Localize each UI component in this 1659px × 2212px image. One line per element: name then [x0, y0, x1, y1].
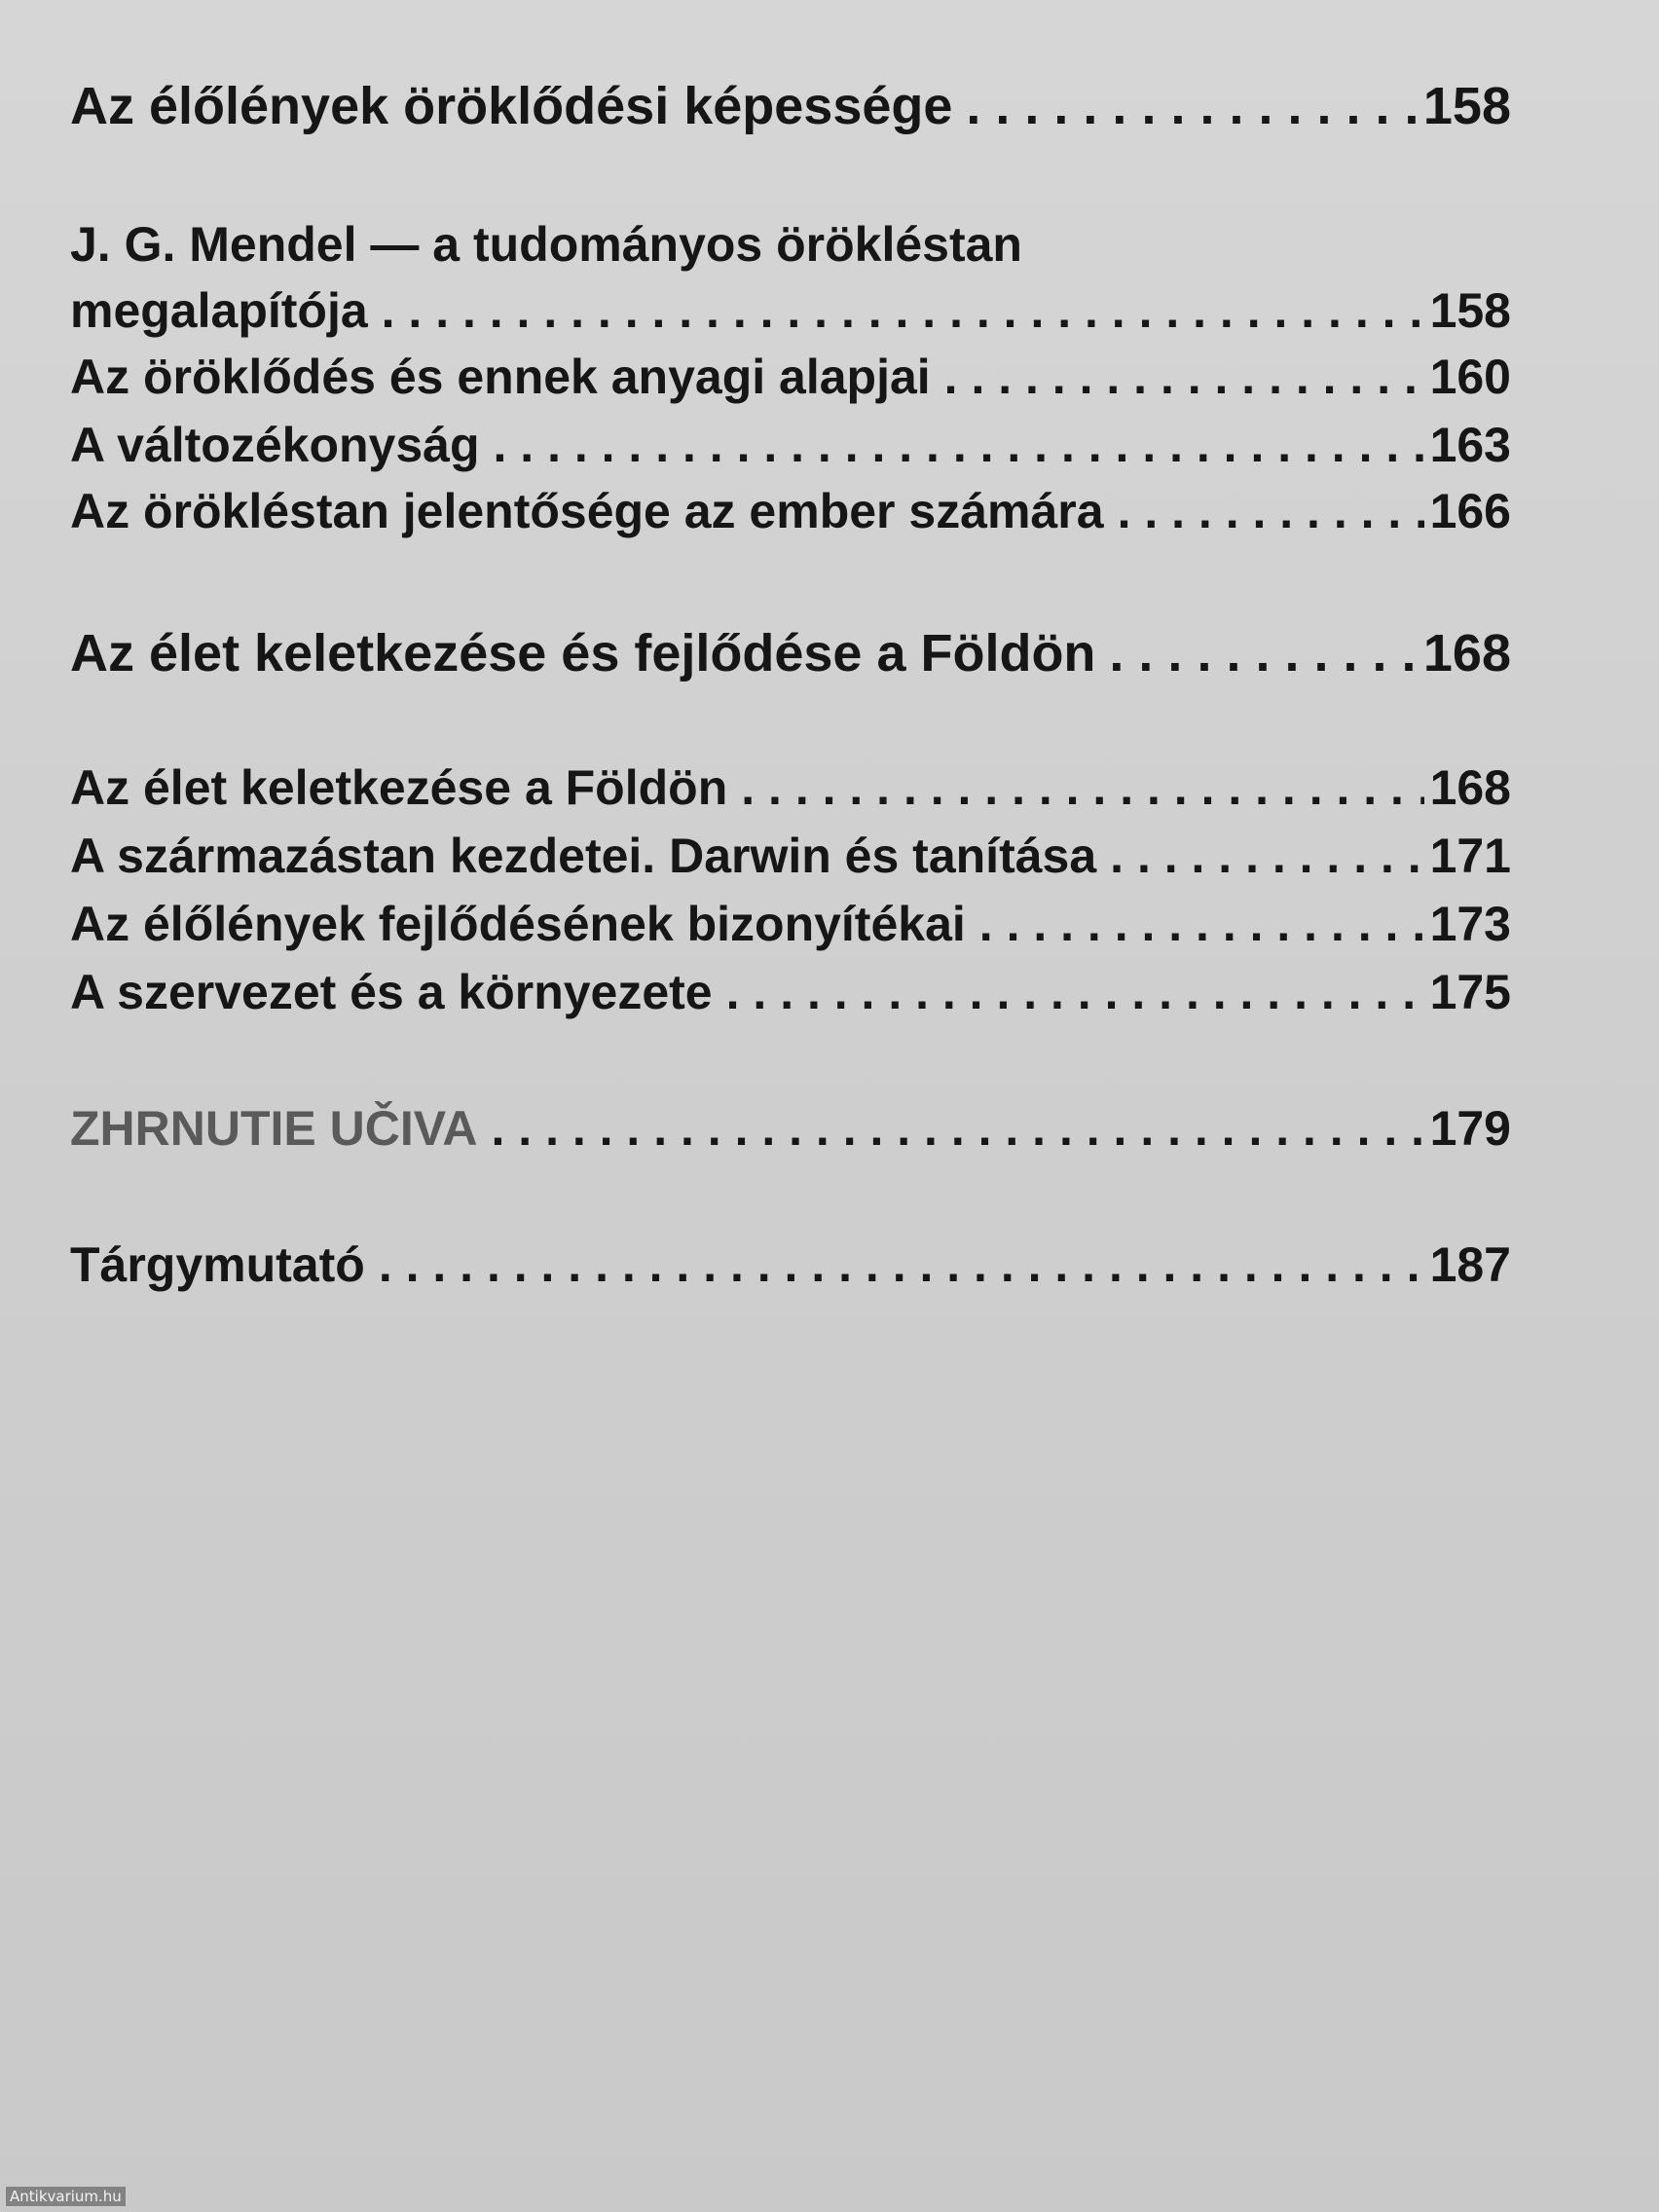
toc-page: 175: [1429, 965, 1511, 1019]
toc-title: Tárgymutató: [70, 1237, 365, 1292]
toc-entry-significance: [70, 483, 1511, 539]
dot-leader: [1109, 623, 1417, 683]
toc-title: A változékonyság: [70, 418, 480, 472]
toc-page: 158: [1422, 77, 1511, 135]
dot-leader: [944, 349, 1424, 405]
dot-leader: [979, 896, 1424, 952]
toc-title-line1: J. G. Mendel — a tudományos örökléstan: [70, 217, 1022, 272]
toc-title: A szervezet és a környezete: [70, 965, 713, 1019]
toc-page: 168: [1429, 760, 1511, 815]
toc-heading-evolution: [70, 623, 1511, 683]
toc-page: 166: [1429, 484, 1511, 538]
toc-entry-evidence: [70, 896, 1511, 952]
toc-title: Az élet keletkezése a Földön: [70, 760, 728, 815]
toc-page: 168: [1422, 624, 1511, 682]
toc-page: 171: [1429, 829, 1511, 883]
toc-title: Az élőlények fejlődésének bizonyítékai: [70, 897, 966, 951]
toc-entry-environment: [70, 964, 1511, 1020]
toc-title: A származástan kezdetei. Darwin és tanítása: [70, 829, 1097, 883]
dot-leader: [1110, 828, 1423, 884]
dot-leader: [492, 1100, 1424, 1157]
toc-page: 179: [1429, 1101, 1511, 1156]
toc-page: 158: [1429, 283, 1511, 338]
toc-title: Az öröklődés és ennek anyagi alapjai: [70, 350, 931, 404]
dot-leader: [1118, 483, 1424, 539]
toc-entry-origin-of-life: [70, 759, 1511, 816]
toc-page: 187: [1429, 1237, 1511, 1292]
toc-page: 160: [1429, 350, 1511, 404]
dot-leader: [741, 759, 1423, 816]
toc-entry-mendel: [70, 282, 1511, 339]
toc-page: 163: [1429, 418, 1511, 472]
toc-entry-variability: [70, 417, 1511, 473]
toc-heading-heredity: [70, 76, 1511, 136]
toc-title: ZHRNUTIE UČIVA: [70, 1101, 478, 1156]
toc-title: megalapítója: [70, 283, 368, 338]
toc-title: Az örökléstan jelentősége az ember számára: [70, 484, 1104, 538]
toc-entry-inheritance: [70, 349, 1511, 405]
toc-entry-index: [70, 1236, 1511, 1293]
toc-page: 173: [1429, 897, 1511, 951]
watermark: Antikvarium.hu: [6, 2187, 126, 2206]
dot-leader: [726, 964, 1424, 1020]
toc-title: Az élőlények öröklődési képessége: [70, 77, 953, 135]
toc-title: Az élet keletkezése és fejlődése a Földön: [70, 624, 1096, 682]
dot-leader: [379, 1236, 1424, 1293]
toc-entry-summary: [70, 1100, 1511, 1157]
dot-leader: [494, 417, 1424, 473]
dot-leader: [966, 76, 1417, 136]
toc-entry-darwin: [70, 828, 1511, 884]
dot-leader: [382, 282, 1424, 339]
